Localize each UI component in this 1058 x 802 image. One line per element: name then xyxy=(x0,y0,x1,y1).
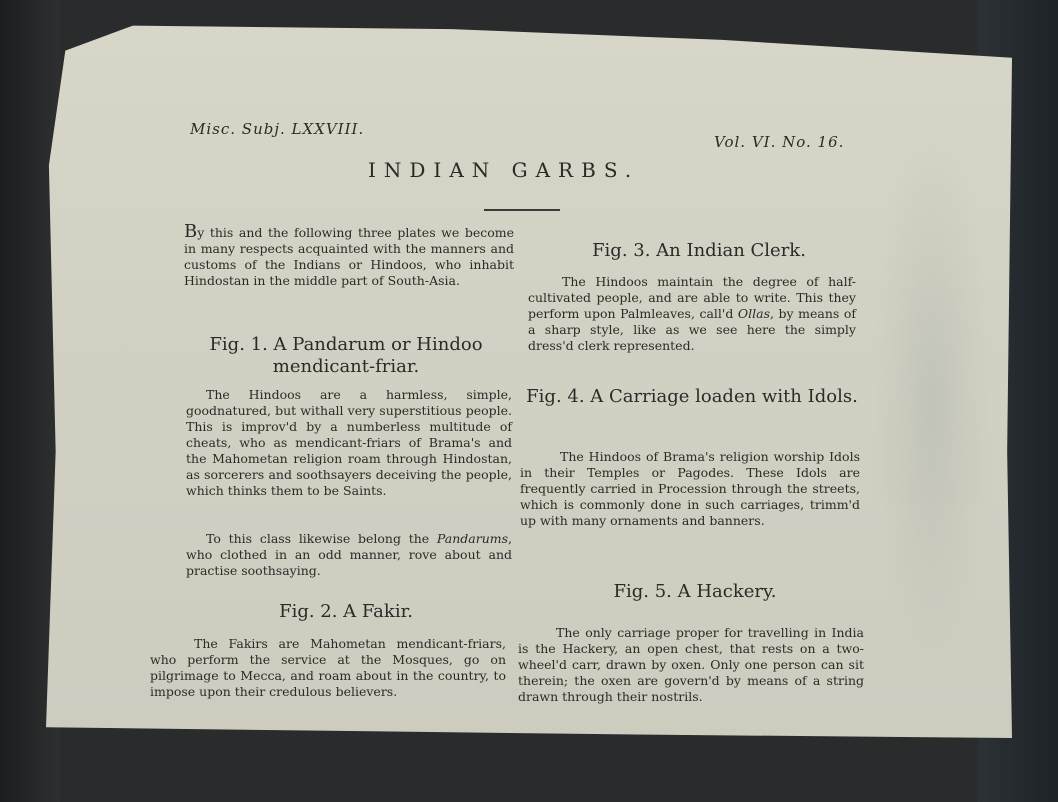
fig1-extra-italic: Pandarums xyxy=(436,531,509,546)
fig4-heading: Fig. 4. A Carriage loaden with Idols. xyxy=(526,386,858,407)
fig3-heading: Fig. 3. An Indian Clerk. xyxy=(592,240,806,261)
subject-number: Misc. Subj. LXXVIII. xyxy=(190,120,365,138)
fig2-body: The Fakirs are Mahometan mendicant-friars, who perform the service at the Mosques, go on pilgrimage to Mecca, and roam about in the country, to impose upon their credulous believers. xyxy=(150,636,506,699)
fig3-body xyxy=(528,274,856,354)
fig4-body: The Hindoos of Brama's religion worship Idols in their Temples or Pagodes. These Idols are frequently carried in Procession through the streets, which is commonly done in such carriages, trimm'd up with many ornaments and banners. xyxy=(520,449,860,528)
fig3-body-after: , by means of a sharp style, like as we see here the simply dress'd clerk represented. xyxy=(528,306,856,353)
fig3-body-before: The Hindoos maintain the degree of half-cultivated people, and are able to write. This they perform upon Palmleaves, call'd xyxy=(528,274,856,321)
page-title: INDIAN GARBS. xyxy=(368,158,640,182)
title-divider xyxy=(484,209,560,211)
fig1-extra-after: , who clothed in an odd manner, rove about and practise soothsaying. xyxy=(186,531,512,578)
fig1-heading: Fig. 1. A Pandarum or Hindoo mendicant-friar. xyxy=(209,334,483,377)
intro-dropcap: B xyxy=(184,221,198,242)
fig1-body: The Hindoos are a harmless, simple, goodnatured, but withall very superstitious people. This is improv'd by a numberless multitude of cheats, who as mendicant-friars of Brama's and the Mahometan religion roam through Hindostan, as sorcerers and soothsayers deceiving the people, which thinks them to be Saints. xyxy=(186,387,512,498)
fig5-body: The only carriage proper for travelling in India is the Hackery, an open chest, that rests on a two-wheel'd carr, drawn by oxen. Only one person can sit therein; the oxen are govern'd by means of a string drawn through their nostrils. xyxy=(518,625,864,704)
intro-text: y this and the following three plates we become in many respects acquainted with the manners and customs of the Indians or Hindoos, who inhabit Hindostan in the middle part of South-Asia. xyxy=(184,225,514,288)
fig5-heading: Fig. 5. A Hackery. xyxy=(613,581,777,602)
fig2-heading: Fig. 2. A Fakir. xyxy=(279,601,413,622)
fig3-body-italic: Ollas xyxy=(737,306,771,321)
fig1-extra-paragraph xyxy=(186,531,512,579)
fig1-extra-before: To this class likewise belong the xyxy=(206,531,437,546)
volume-number: Vol. VI. No. 16. xyxy=(714,133,845,151)
intro-paragraph xyxy=(184,221,514,289)
